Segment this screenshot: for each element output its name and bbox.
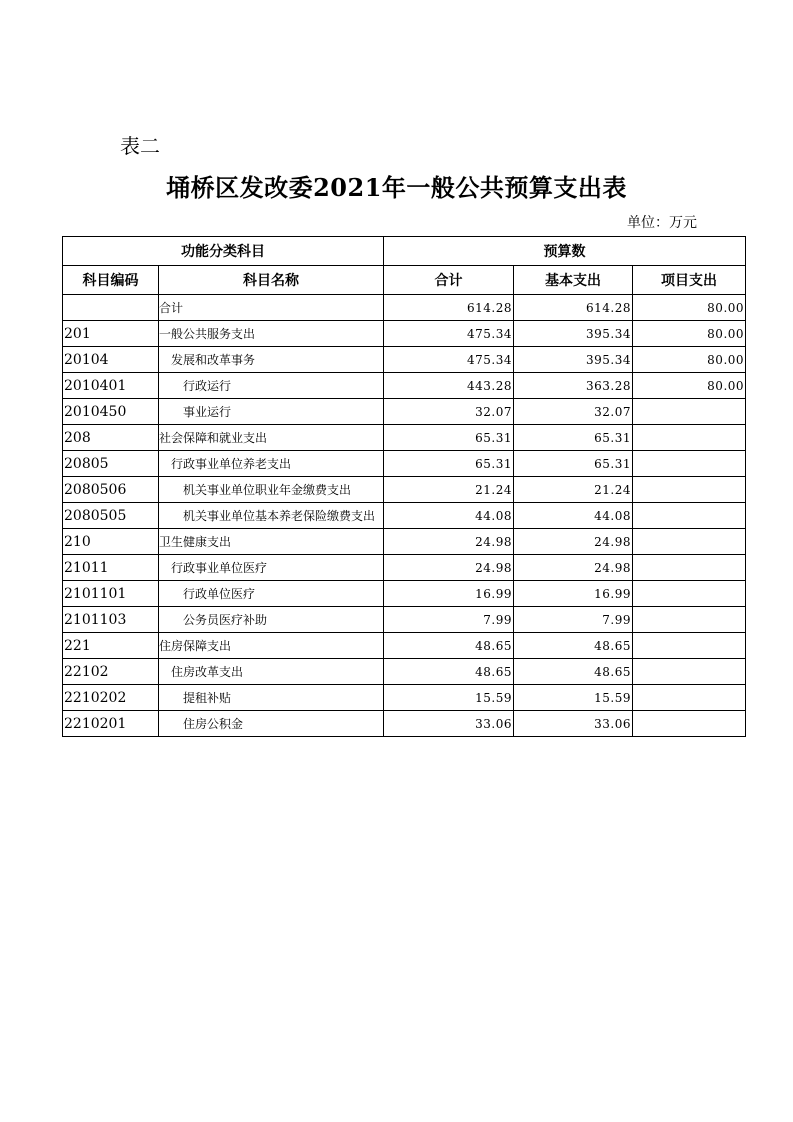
table-row <box>63 555 746 581</box>
table-row <box>63 607 746 633</box>
cell-code: 210 <box>63 529 159 555</box>
cell-code: 2080506 <box>63 477 159 503</box>
cell-basic: 7.99 <box>514 607 633 633</box>
cell-code: 201 <box>63 321 159 347</box>
header-code: 科目编码 <box>63 266 159 295</box>
cell-project <box>633 477 746 503</box>
table-row <box>63 581 746 607</box>
cell-project <box>633 399 746 425</box>
header-total: 合计 <box>384 266 514 295</box>
cell-code: 208 <box>63 425 159 451</box>
cell-name: 公务员医疗补助 <box>159 607 384 633</box>
cell-code: 21011 <box>63 555 159 581</box>
cell-basic: 614.28 <box>514 295 633 321</box>
cell-code: 2080505 <box>63 503 159 529</box>
cell-name: 卫生健康支出 <box>159 529 384 555</box>
cell-project <box>633 633 746 659</box>
table-label: 表二 <box>120 134 160 158</box>
header-project: 项目支出 <box>633 266 746 295</box>
table-row <box>63 321 746 347</box>
cell-code: 221 <box>63 633 159 659</box>
cell-name: 住房公积金 <box>159 711 384 737</box>
budget-table <box>62 236 746 737</box>
cell-project <box>633 607 746 633</box>
cell-name: 一般公共服务支出 <box>159 321 384 347</box>
cell-name: 行政运行 <box>159 373 384 399</box>
cell-project <box>633 581 746 607</box>
cell-basic: 48.65 <box>514 659 633 685</box>
cell-code: 2010450 <box>63 399 159 425</box>
cell-name: 行政事业单位养老支出 <box>159 451 384 477</box>
cell-total: 33.06 <box>384 711 514 737</box>
cell-code: 2101101 <box>63 581 159 607</box>
cell-name: 发展和改革事务 <box>159 347 384 373</box>
cell-code: 2210201 <box>63 711 159 737</box>
cell-basic: 32.07 <box>514 399 633 425</box>
unit-note: 单位：万元 <box>627 215 697 231</box>
cell-basic: 21.24 <box>514 477 633 503</box>
cell-code: 2010401 <box>63 373 159 399</box>
table-row <box>63 685 746 711</box>
cell-basic: 65.31 <box>514 451 633 477</box>
cell-project: 80.00 <box>633 373 746 399</box>
table-row <box>63 399 746 425</box>
cell-total: 32.07 <box>384 399 514 425</box>
table-row <box>63 451 746 477</box>
cell-basic: 65.31 <box>514 425 633 451</box>
header-name: 科目名称 <box>159 266 384 295</box>
header-budget-amount: 预算数 <box>384 237 746 266</box>
header-column-row <box>63 266 746 295</box>
cell-basic: 44.08 <box>514 503 633 529</box>
cell-total: 24.98 <box>384 555 514 581</box>
cell-project <box>633 425 746 451</box>
cell-project <box>633 711 746 737</box>
cell-project <box>633 503 746 529</box>
cell-total: 475.34 <box>384 347 514 373</box>
cell-basic: 395.34 <box>514 347 633 373</box>
cell-basic: 363.28 <box>514 373 633 399</box>
cell-code: 20104 <box>63 347 159 373</box>
cell-code: 2210202 <box>63 685 159 711</box>
cell-total: 48.65 <box>384 633 514 659</box>
cell-name: 合计 <box>159 295 384 321</box>
table-row <box>63 659 746 685</box>
table-row <box>63 295 746 321</box>
table-row <box>63 347 746 373</box>
cell-total: 7.99 <box>384 607 514 633</box>
cell-name: 机关事业单位基本养老保险缴费支出 <box>159 503 384 529</box>
cell-project <box>633 555 746 581</box>
cell-basic: 24.98 <box>514 529 633 555</box>
cell-project: 80.00 <box>633 295 746 321</box>
cell-project <box>633 451 746 477</box>
cell-name: 社会保障和就业支出 <box>159 425 384 451</box>
cell-name: 行政事业单位医疗 <box>159 555 384 581</box>
cell-total: 48.65 <box>384 659 514 685</box>
cell-name: 事业运行 <box>159 399 384 425</box>
document-title: 埇桥区发改委2021年一般公共预算支出表 <box>166 173 627 202</box>
table-row <box>63 503 746 529</box>
table-row <box>63 633 746 659</box>
cell-total: 443.28 <box>384 373 514 399</box>
cell-basic: 15.59 <box>514 685 633 711</box>
cell-basic: 16.99 <box>514 581 633 607</box>
cell-project <box>633 659 746 685</box>
table-row <box>63 711 746 737</box>
cell-project <box>633 685 746 711</box>
cell-code: 22102 <box>63 659 159 685</box>
cell-total: 24.98 <box>384 529 514 555</box>
cell-total: 65.31 <box>384 451 514 477</box>
cell-total: 21.24 <box>384 477 514 503</box>
cell-total: 16.99 <box>384 581 514 607</box>
table-row <box>63 529 746 555</box>
cell-name: 机关事业单位职业年金缴费支出 <box>159 477 384 503</box>
cell-basic: 33.06 <box>514 711 633 737</box>
cell-name: 行政单位医疗 <box>159 581 384 607</box>
cell-name: 提租补贴 <box>159 685 384 711</box>
cell-total: 15.59 <box>384 685 514 711</box>
cell-basic: 395.34 <box>514 321 633 347</box>
cell-project: 80.00 <box>633 347 746 373</box>
header-function-classification: 功能分类科目 <box>63 237 384 266</box>
header-group-row <box>63 237 746 266</box>
table-row <box>63 477 746 503</box>
table-row <box>63 425 746 451</box>
table-row <box>63 373 746 399</box>
cell-code <box>63 295 159 321</box>
cell-basic: 24.98 <box>514 555 633 581</box>
cell-project <box>633 529 746 555</box>
cell-basic: 48.65 <box>514 633 633 659</box>
header-basic: 基本支出 <box>514 266 633 295</box>
cell-total: 44.08 <box>384 503 514 529</box>
cell-code: 2101103 <box>63 607 159 633</box>
cell-code: 20805 <box>63 451 159 477</box>
cell-total: 614.28 <box>384 295 514 321</box>
cell-total: 65.31 <box>384 425 514 451</box>
cell-name: 住房改革支出 <box>159 659 384 685</box>
cell-name: 住房保障支出 <box>159 633 384 659</box>
cell-total: 475.34 <box>384 321 514 347</box>
cell-project: 80.00 <box>633 321 746 347</box>
